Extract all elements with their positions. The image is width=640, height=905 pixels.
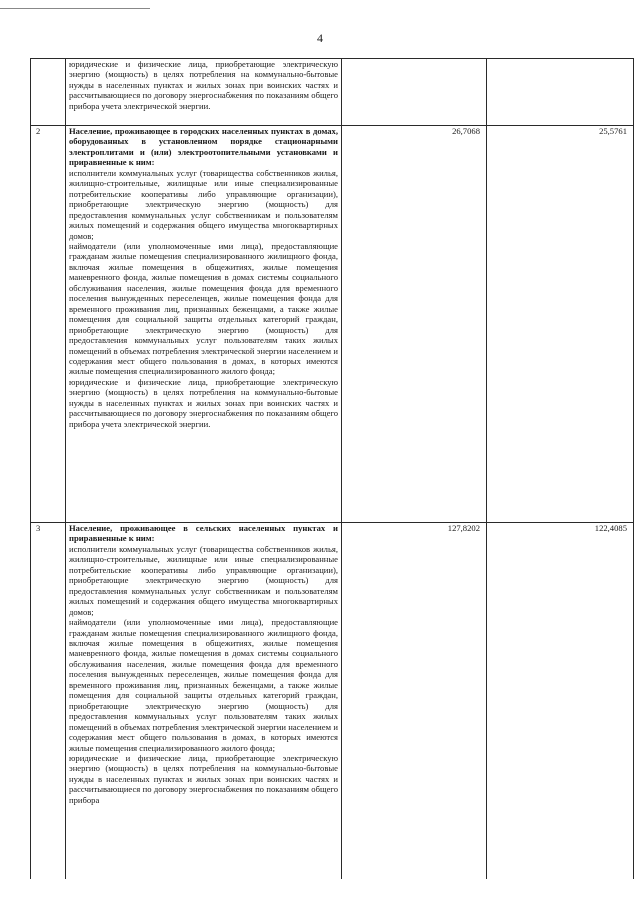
category-heading: Население, проживающее в сельских населенных пунктах и приравненные к ним: — [69, 523, 338, 544]
category-heading: Население, проживающее в городских населенных пунктах в домах, оборудованных в установленном порядке стационарными электроплитами и (или) электроотопительными установками и приравненные к ним: — [69, 126, 338, 168]
description-paragraph: юридические и физические лица, приобретающие электрическую энергию (мощность) в целях потребления на коммунально-бытовые нужды в населенных пунктах и жилых зонах при воинских частях и рассчитывающиеся по договору энергоснабжения по показаниям общего прибора учета электрической энергии. — [69, 376, 338, 429]
tariff-value-1-cell: 127,8202 — [342, 523, 487, 880]
tariff-value-2-cell: 25,5761 — [487, 126, 634, 523]
row-description-cell — [66, 126, 342, 523]
tariff-value-2-cell — [487, 59, 634, 126]
row-description-cell — [66, 523, 342, 880]
scan-edge-line — [0, 8, 150, 9]
page-number: 4 — [317, 31, 323, 45]
row-number-cell: 3 — [31, 523, 66, 880]
table-row — [31, 523, 634, 880]
description-paragraph: исполнители коммунальных услуг (товарищества собственников жилья, жилищно-строительные, жилищные или иные специализированные потребительские кооперативы либо управляющие организации), приобретающие электрическую энергию (мощность) для предоставления коммунальных услуг собственникам и пользователям жилых помещений и содержания общего имущества многоквартирных домов; — [69, 167, 338, 241]
tariff-value-2-cell: 122,4085 — [487, 523, 634, 880]
table-row — [31, 59, 634, 126]
row-number-cell — [31, 59, 66, 126]
table-row — [31, 126, 634, 523]
description-paragraph: исполнители коммунальных услуг (товарищества собственников жилья, жилищно-строительные, жилищные или иные специализированные потребительские кооперативы либо управляющие организации), приобретающие электрическую энергию (мощность) для предоставления коммунальных услуг собственникам и пользователям жилых помещений и содержания общего имущества многоквартирных домов; — [69, 543, 338, 617]
description-paragraph: наймодатели (или уполномоченные ими лица), предоставляющие гражданам жилые помещения специализированного жилищного фонда, включая жилые помещения в общежитиях, жилые помещения маневренного фонда, жилые помещения в домах системы социального обслуживания населения, жилые помещения фонда для временного поселения вынужденных переселенцев, жилые помещения фонда для временного проживания лиц, признанных беженцами, а также жилые помещения для социальной защиты отдельных категорий граждан, приобретающие электрическую энергию (мощность) для предоставления коммунальных услуг пользователям таких жилых помещений в объемах потребления электрической энергии населением и содержания мест общего пользования в домах, в которых имеются жилые помещения специализированного жилого фонда; — [69, 240, 338, 377]
description-paragraph: юридические и физические лица, приобретающие электрическую энергию (мощность) в целях потребления на коммунально-бытовые нужды в населенных пунктах и жилых зонах при воинских частях и рассчитывающиеся по договору энергоснабжения по показаниям общего прибора — [69, 752, 338, 805]
description-paragraph: наймодатели (или уполномоченные ими лица), предоставляющие гражданам жилые помещения специализированного жилищного фонда, включая жилые помещения в общежитиях, жилые помещения маневренного фонда, жилые помещения в домах системы социального обслуживания населения, жилые помещения фонда для временного поселения вынужденных переселенцев, жилые помещения фонда для временного проживания лиц, признанных беженцами, а также жилые помещения для социальной защиты отдельных категорий граждан, приобретающие электрическую энергию (мощность) для предоставления коммунальных услуг пользователям таких жилых помещений в объемах потребления электрической энергии населением и содержания мест общего пользования в домах, в которых имеются жилые помещения специализированного жилого фонда; — [69, 617, 338, 753]
row-description-cell — [66, 59, 342, 126]
tariff-table — [30, 58, 634, 879]
description-paragraph: юридические и физические лица, приобретающие электрическую энергию (мощность) в целях потребления на коммунально-бытовые нужды в населенных пунктах и жилых зонах при воинских частях и рассчитывающиеся по договору энергоснабжения по показаниям общего прибора учета электрической энергии. — [69, 59, 338, 111]
tariff-value-1-cell — [342, 59, 487, 126]
row-number-cell: 2 — [31, 126, 66, 523]
tariff-value-1-cell: 26,7068 — [342, 126, 487, 523]
